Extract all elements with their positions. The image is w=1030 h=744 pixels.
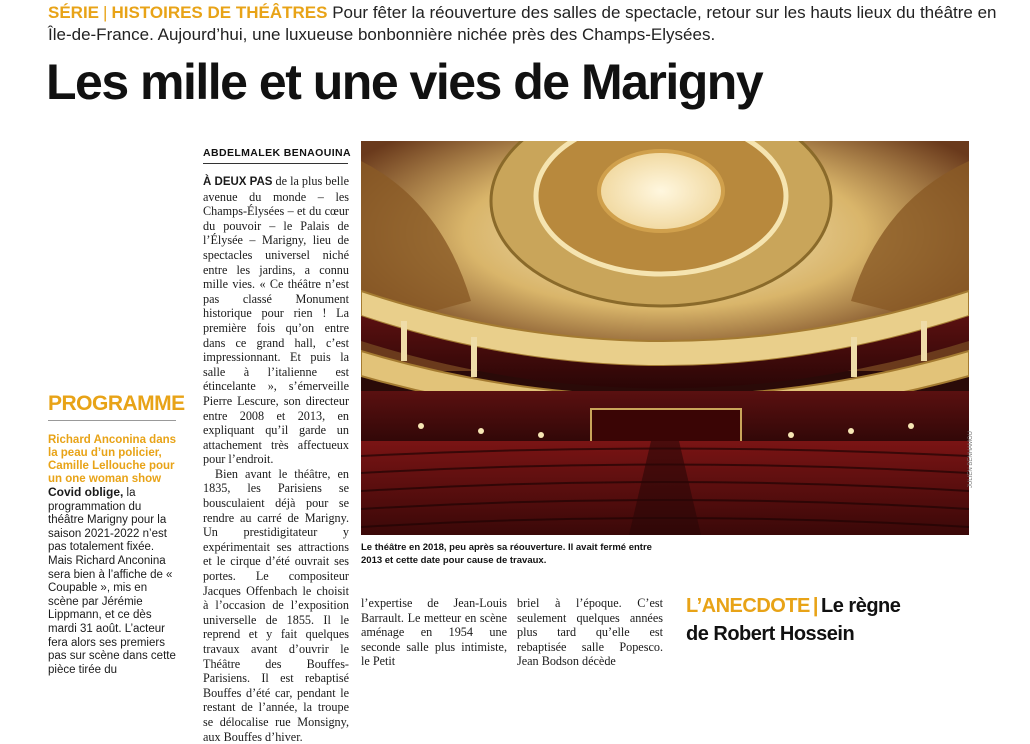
programme-rule: [48, 420, 176, 421]
programme-text: la programmation du théâtre Marigny pour la saison 2021-2022 n’est pas totalement fixée. Mais Richard Anconina sera bien à l’affiche de « Coupable », mis en scène par Jérémie Lippmann, et ce dès mardi 31 août. L’acteur fera alors ses premiers pas sur scène dans cette pièce tirée du: [48, 487, 176, 676]
section-label: HISTOIRES DE THÉÂTRES: [111, 3, 328, 22]
kicker-separator: |: [103, 3, 108, 22]
kicker-lede: Pour fêter la réouverture des salles de spectacle, retour sur les hauts lieux du théâtre en Île-de-France. Aujourd’hui, une luxueuse bonbonnière nichée près des Champs-Elysées.: [48, 3, 997, 44]
article-column-3: briel à l’époque. C’est seulement quelques années plus tard qu’elle est rebaptisée salle Popesco. Jean Bodson décède: [517, 596, 663, 669]
anecdote-separator: |: [812, 595, 819, 617]
byline: ABDELMALEK BENAOUINA: [203, 147, 351, 159]
byline-rule: [203, 163, 348, 164]
theatre-photo: [361, 141, 969, 535]
article-lead: À DEUX PAS: [203, 176, 273, 188]
programme-body: [48, 486, 178, 677]
article-p1-text: de la plus belle avenue du monde – les Champs-Élysées – et du cœur du pouvoir – le Palais de l’Élysée – Marigny, lieu de spectacles universel niché entre les jardins, a connu mille vies. « Ce théâtre n’est pas classé Monument historique pour rien ! La première fois qu’on entre dans ce grand hall, c’est impressionnant. Et puis la salle à l’italienne est étincelante », s’émerveille Pierre Lescure, son directeur entre 2008 et 2013, en expliquant qu’il garde un attachement très affectueux pour l’endroit.: [203, 174, 349, 467]
programme-title: PROGRAMME: [48, 392, 185, 415]
headline: Les mille et une vies de Marigny: [46, 54, 763, 110]
photo-credit: JULIEN BENHAMOU: [968, 430, 974, 488]
series-label: SÉRIE: [48, 3, 100, 22]
article-paragraph-1: [203, 174, 349, 467]
programme-subtitle: Richard Anconina dans la peau d’un policier, Camille Lellouche pour un one woman show: [48, 434, 177, 485]
anecdote-title-line1: Le règne: [821, 595, 901, 617]
kicker: [48, 2, 1008, 46]
programme-lead: Covid oblige,: [48, 485, 124, 499]
photo-caption: Le théâtre en 2018, peu après sa réouverture. Il avait fermé entre 2013 et cette date pour cause de travaux.: [361, 542, 652, 566]
article-column-1: [203, 174, 349, 744]
anecdote-label: L’ANECDOTE: [686, 595, 810, 617]
anecdote-title-line2: de Robert Hossein: [686, 623, 855, 645]
article-paragraph-2: Bien avant le théâtre, en 1835, les Parisiens se bousculaient déjà pour se rendre au carré de Marigny. Un prestidigitateur y expérimentait ses attractions et le cirque d’été ouvrait ses portes. Le compositeur Jacques Offenbach le choisit à l’occasion de l’exposition universelle de 1855. Il le reprend et y fait quelques travaux avant d’ouvrir le Théâtre des Bouffes-Parisiens. Il est rebaptisé Bouffes d’été car, pendant le restant de l’année, la troupe se délocalise rue Monsigny, aux Bouffes d’hiver.: [203, 466, 349, 744]
theatre-interior-illustration: [361, 141, 969, 535]
article-column-2: l’expertise de Jean-Louis Barrault. Le metteur en scène aménage en 1954 une seconde salle plus intimiste, le Petit: [361, 596, 507, 669]
